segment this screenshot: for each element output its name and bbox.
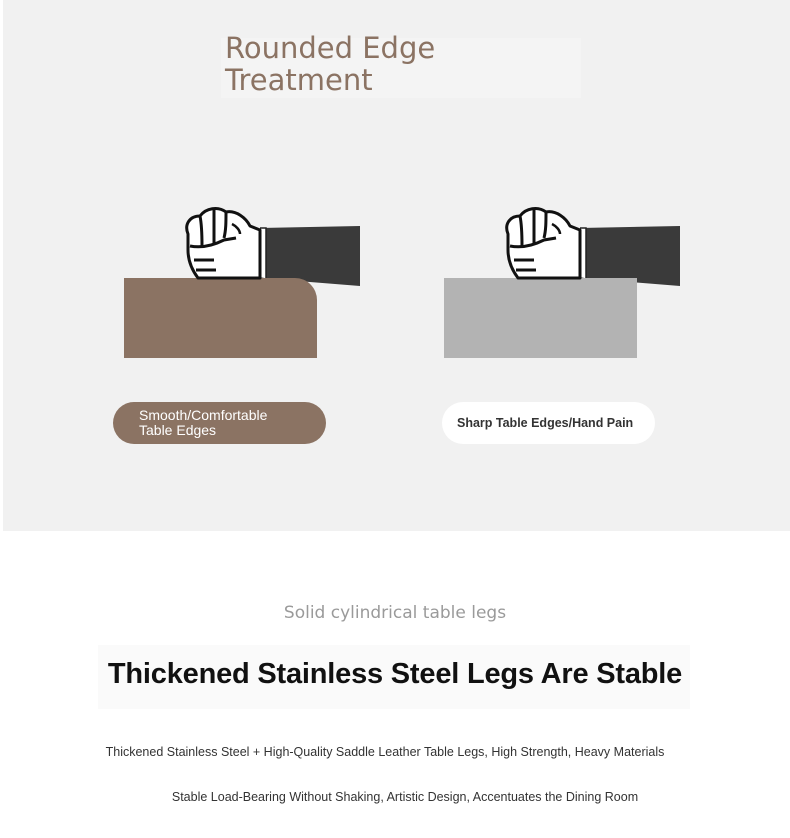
smooth-edge-badge <box>113 402 326 444</box>
description-line-2: Stable Load-Bearing Without Shaking, Artistic Design, Accentuates the Dining Room <box>171 790 639 804</box>
sleeve-icon <box>580 226 680 286</box>
fist-icon <box>180 204 262 280</box>
description-line-1: Thickened Stainless Steel + High-Quality Saddle Leather Table Legs, High Strength, Heavy Materials <box>105 745 665 759</box>
sleeve-icon <box>260 226 360 286</box>
sharp-edge-badge <box>442 402 655 444</box>
section-headline: Thickened Stainless Steel Legs Are Stable <box>107 658 683 690</box>
fist-icon <box>500 204 582 280</box>
rounded-edge-illustration <box>120 200 365 365</box>
rounded-table-edge <box>124 278 317 358</box>
section-title: Rounded Edge Treatment <box>225 31 436 97</box>
sharp-table-edge <box>444 278 637 358</box>
smooth-edge-label: Smooth/Comfortable Table Edges <box>139 407 268 438</box>
sharp-edge-illustration <box>440 200 685 365</box>
section-subtitle: Solid cylindrical table legs <box>283 603 507 623</box>
sharp-edge-label: Sharp Table Edges/Hand Pain <box>457 415 634 430</box>
